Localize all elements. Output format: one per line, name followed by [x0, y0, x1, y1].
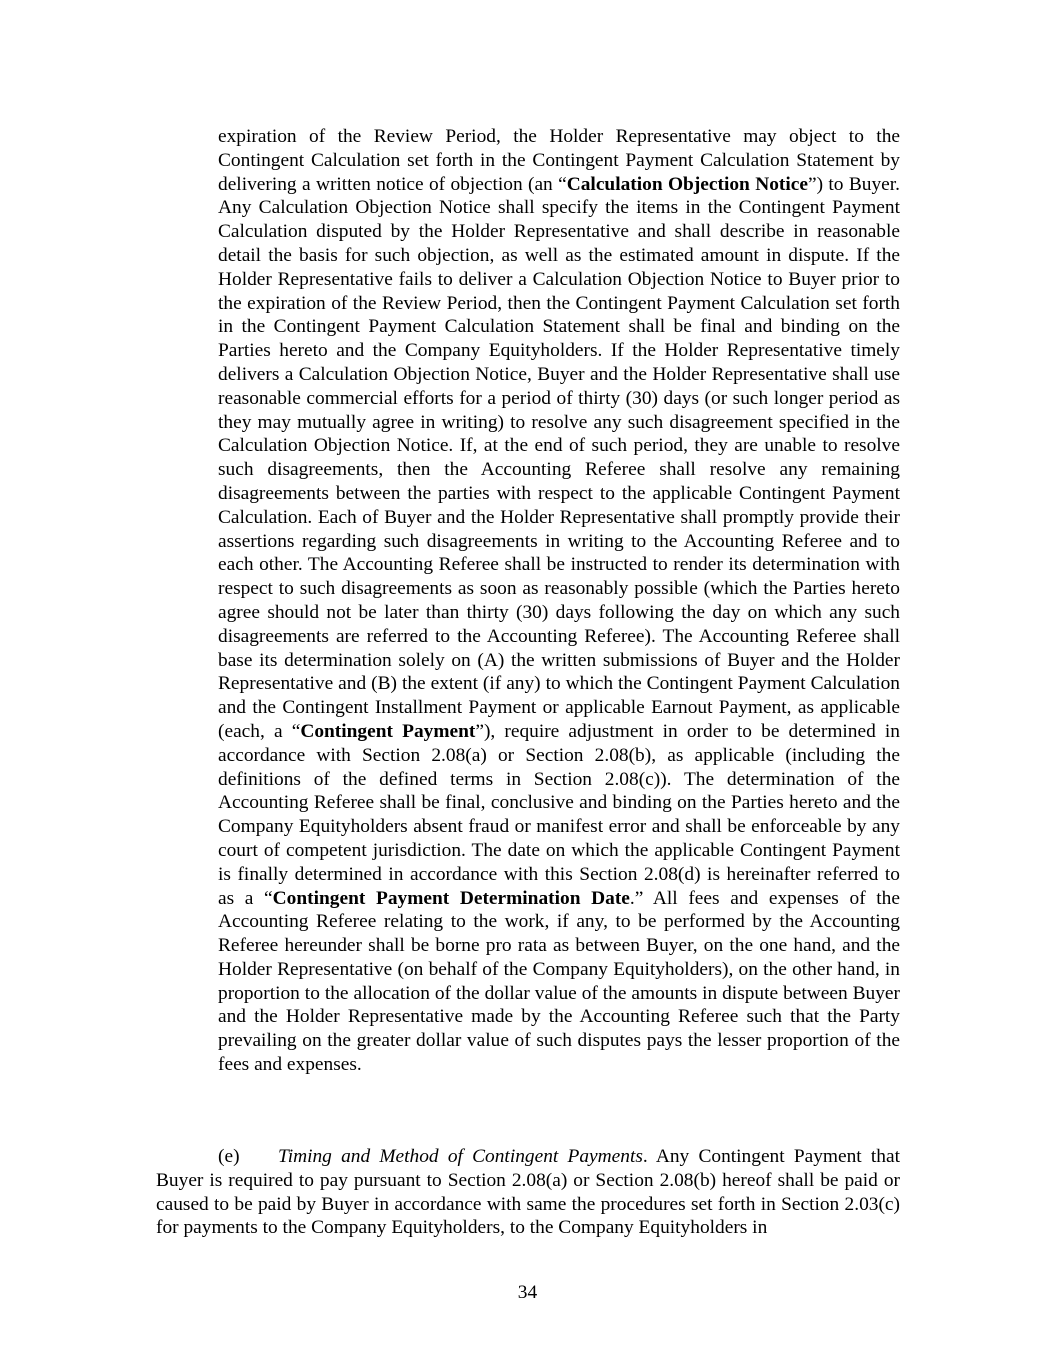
paragraph-text: ”) to Buyer. Any Calculation Objection Notice shall specify the items in the Contingent Payment Calculation disputed by the Holder Representative and shall describe in reasonable detail the basis for such objection, as well as the estimated amount in dispute. If the Holder Representative fails to deliver a Calculation Objection Notice to Buyer prior to the expiration of the Review Period, then the Contingent Payment Calculation set forth in the Contingent Payment Calculation Statement shall be final and binding on the Parties hereto and the Company Equityholders. If the Holder Representative timely delivers a Calculation Objection Notice, Buyer and the Holder Representative shall use reasonable commercial efforts for a period of thirty (30) days (or such longer period as they may mutually agree in writing) to resolve any such disagreement specified in the Calculation Objection Notice. If, at the end of such period, they are unable to resolve such disagreements, then the Accounting Referee shall resolve any remaining disagreements between the parties with respect to the applicable Contingent Payment Calculation. Each of Buyer and the Holder Representative shall promptly provide their assertions regarding such disagreements in writing to the Accounting Referee and to each other. The Accounting Referee shall be instructed to render its determination with respect to such disagreements as soon as reasonably possible (which the Parties hereto agree should not be later than thirty (30) days following the day on which any such disagreements are referred to the Accounting Referee). The Accounting Referee shall base its determination solely on (A) the written submissions of Buyer and the Holder Representative and (B) the extent (if any) to which the Contingent Payment Calculation and the Contingent Installment Payment or applicable Earnout Payment, as applicable (each, a “: [218, 173, 901, 742]
subsection-heading: Timing and Method of Contingent Payments: [278, 1146, 643, 1167]
paragraph-text: expiration of the Review Period, the Holder Representative may object to the Contingent Calculation set forth in the Contingent Payment Calculation Statement by delivering a written notice of objection (an “: [218, 126, 900, 195]
paragraph-text: ”), require adjustment in order to be determined in accordance with Section 2.08(a) or Section 2.08(b), as applicable (including the definitions of the defined terms in Section 2.08(c)). The determination of the Accounting Referee shall be final, conclusive and binding on the Parties hereto and the Company Equityholders absent fraud or manifest error and shall be enforceable by any court of competent jurisdiction. The date on which the applicable Contingent Payment is finally determined in accordance with this Section 2.08(d) is hereinafter referred to as a “: [218, 720, 900, 909]
paragraph-text: . Any Contingent Payment that Buyer is required to pay pursuant to Section 2.08(a) or Section 2.08(b) hereof shall be paid or caused to be paid by Buyer in accordance with same the procedures set forth in Section 2.03(c) for payments to the Company Equityholders, to the Company Equityholders in: [156, 1146, 900, 1239]
paragraph-2-08-e: [156, 1145, 900, 1240]
defined-term-contingent-payment: Contingent Payment: [300, 720, 476, 742]
paragraph-text: .” All fees and expenses of the Accounting Referee relating to the work, if any, to be performed by the Accounting Referee hereunder shall be borne pro rata as between Buyer, on the one hand, and the Holder Representative (on behalf of the Company Equityholders), on the other hand, in proportion to the allocation of the dollar value of the amounts in dispute between Buyer and the Holder Representative made by the Accounting Referee such that the Party prevailing on the greater dollar value of such disputes pays the lesser proportion of the fees and expenses.: [218, 887, 900, 1076]
subsection-label: (e): [218, 1146, 240, 1167]
paragraph-2-08-d-continued: [218, 125, 900, 1077]
defined-term-contingent-payment-determination-date: Contingent Payment Determination Date: [272, 887, 630, 909]
defined-term-calculation-objection-notice: Calculation Objection Notice: [566, 173, 808, 195]
page-number: 34: [517, 1282, 538, 1303]
